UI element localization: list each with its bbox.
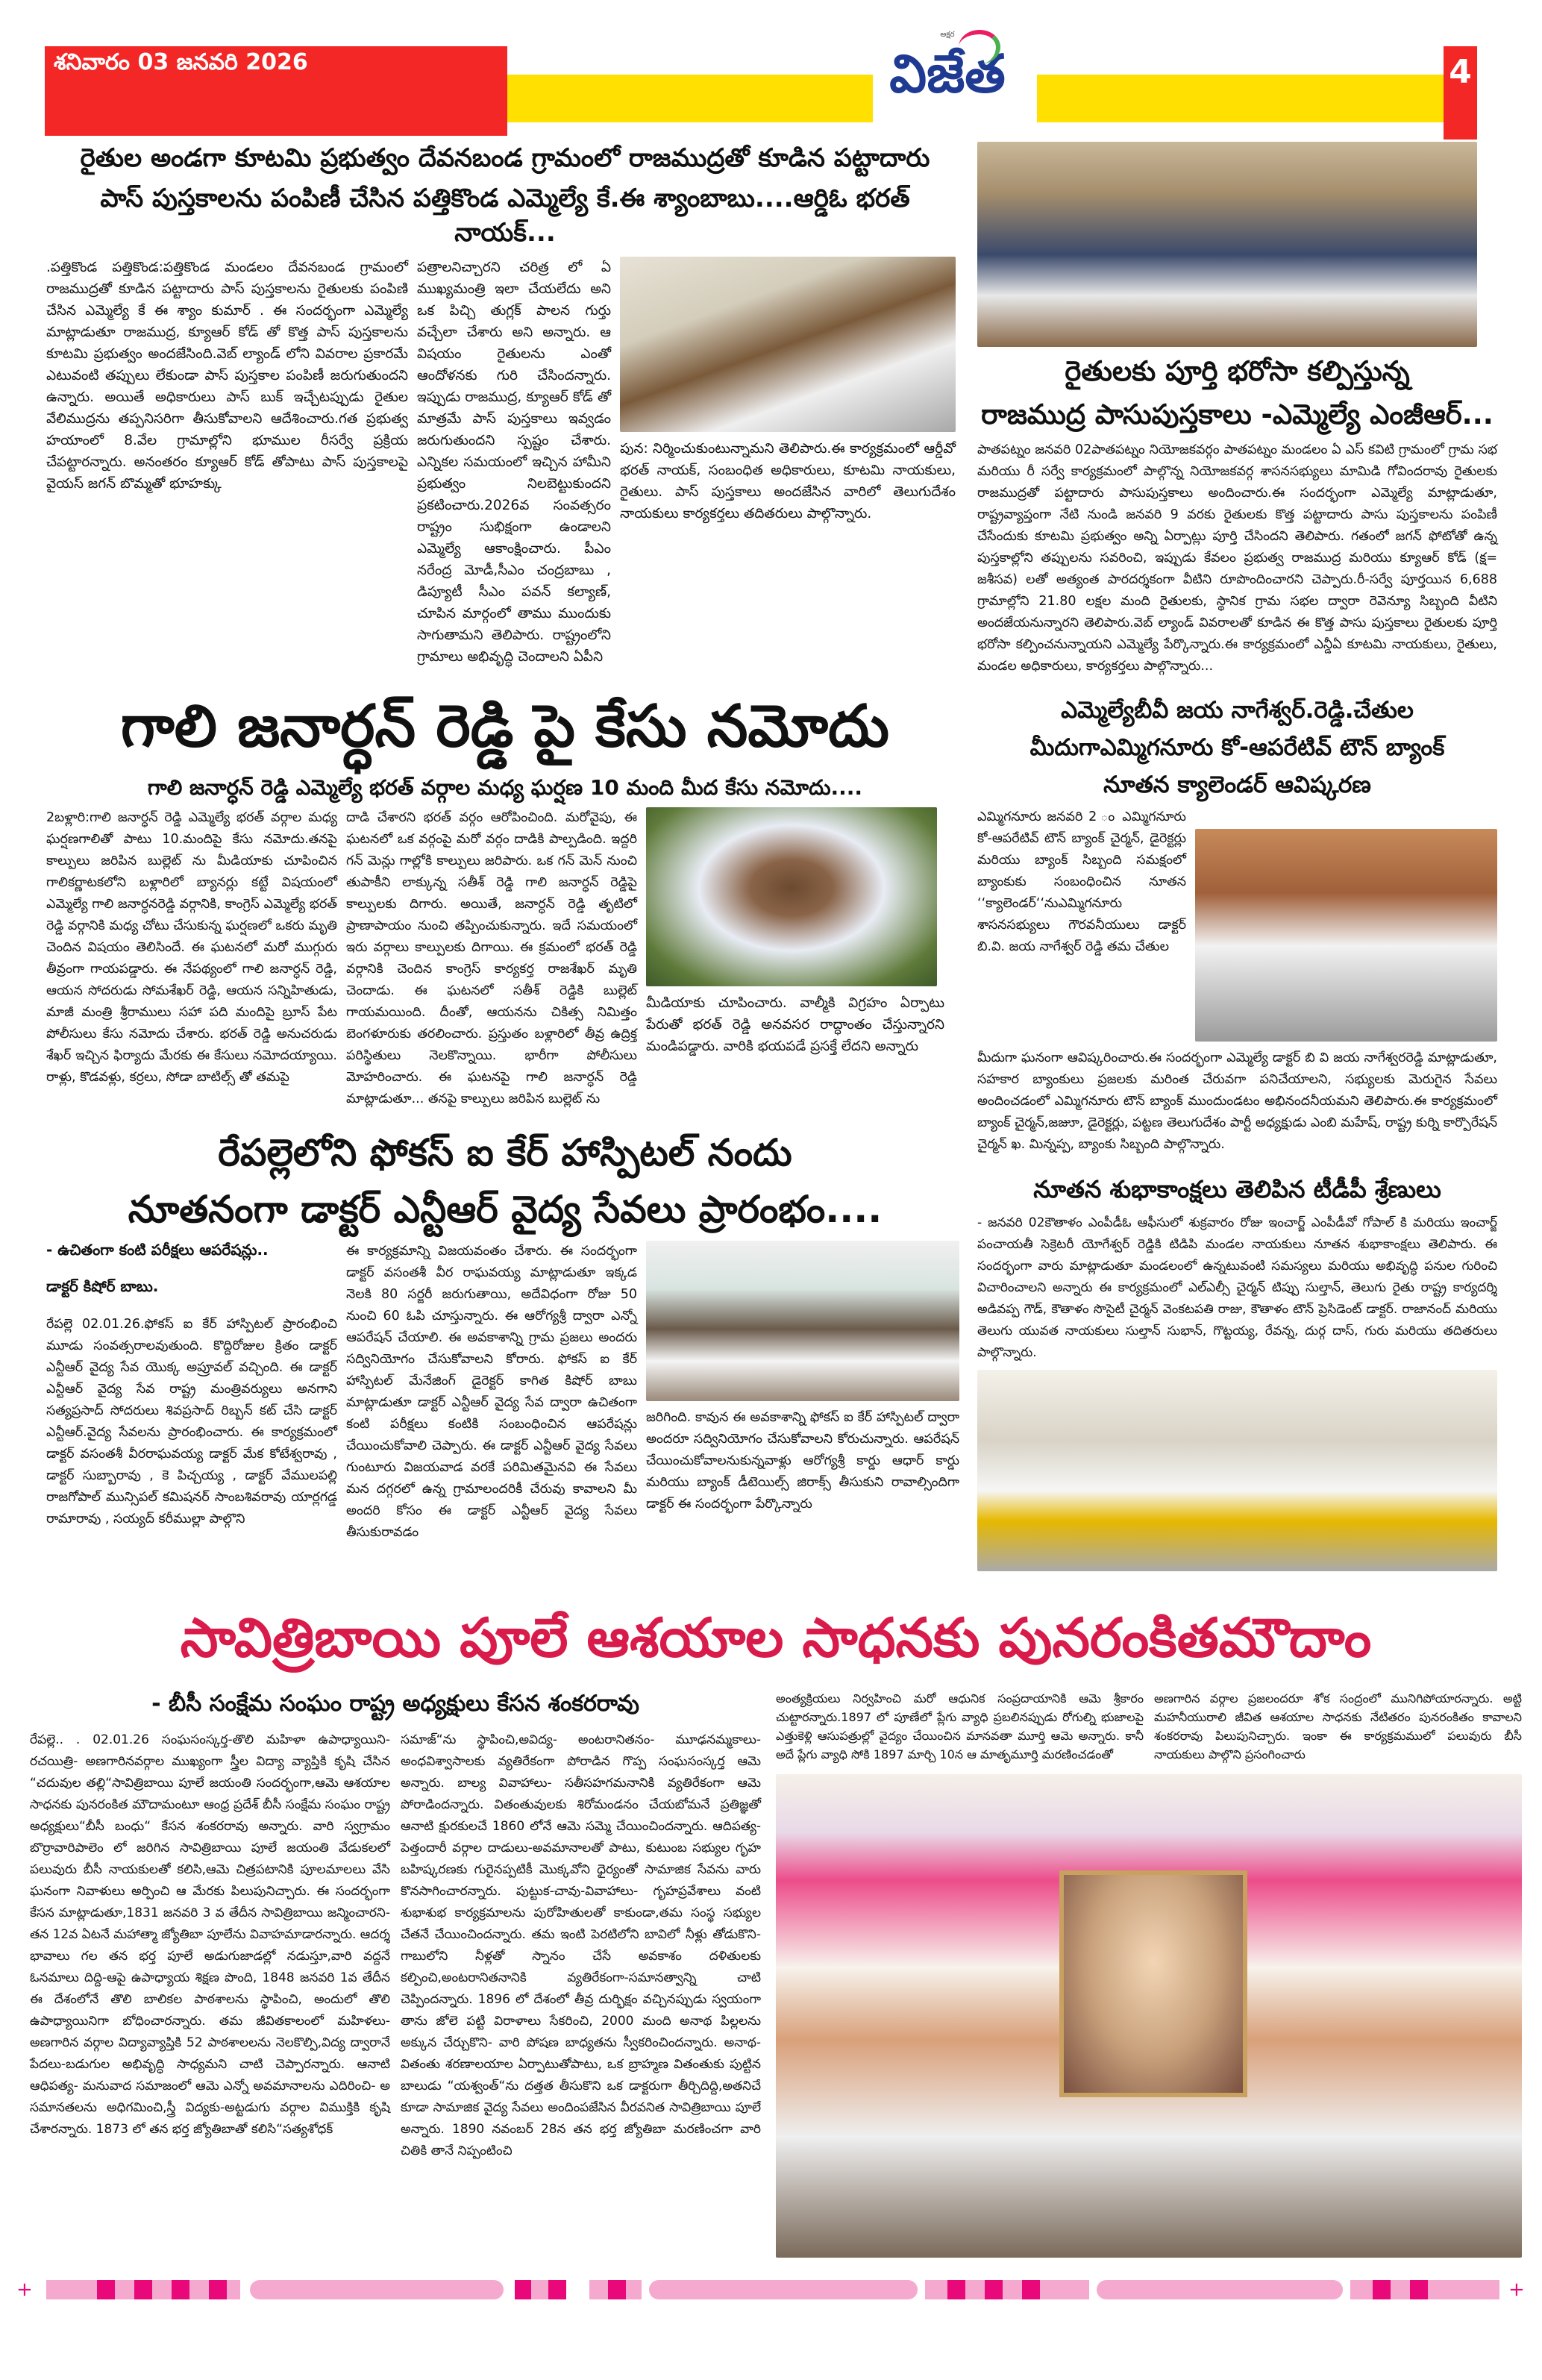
footer-bar-block	[1410, 2280, 1428, 2299]
story3-columns	[46, 1241, 964, 1544]
story7-columns	[30, 1689, 1522, 2258]
story3-sub2: డాక్టర్ కిషోర్ బాబు.	[46, 1277, 159, 1296]
page-number: 4	[1444, 46, 1477, 140]
story5-headline-line1: ఎమ్మెల్యేబీవీ జయ నాగేశ్వర్.రెడ్డి.చేతుల	[1061, 696, 1414, 724]
story7-left-columns	[30, 1729, 761, 2162]
masthead	[0, 0, 1542, 142]
story7-left	[30, 1689, 761, 2163]
story5-headline-line2: మీదుగాఎమ్మిగనూరు కో-ఆపరేటివ్ టౌన్ బ్యాంక్	[1029, 733, 1445, 761]
story1-columns	[46, 257, 964, 668]
header-band-left	[507, 75, 873, 122]
story1-headline-line2: పాస్ పుస్తకాలను పంపిణీ చేసిన పత్తికొండ ఎమ్మెల్యే కే.ఈ శ్యాంబాబు....ఆర్డిఓ భరత్ నాయక్...	[100, 183, 910, 248]
story5-columns	[977, 807, 1497, 1042]
story6-body: - జనవరి 02కౌతాళం ఎంపీడీఓ ఆఫీసులో శుక్రవారం రోజు ఇంచార్జ్ ఎంపీడీవో గోపాల్ కి మరియు ఇంచార్జ్ పంచాయతీ సెక్రెటరీ యోగేశ్వర్ రెడ్డికి టిడిపి మండల నాయకులు నూతన శుభాకాంక్షలు తెలిపారు. ఈ సందర్భంగా వారు మాట్లాడుతూ మండలంలో ఉన్నటువంటి సమస్యలు మరియు అభివృద్ధి పనుల గురించి విచారించాలని అన్నారు ఈ కార్యక్రమంలో ఎల్ఎల్సీ చైర్మన్ టిప్పు సుల్తాన్, తెలుగు రైతు రాష్ట్ర కార్యదర్శి అడివప్ప గౌడ్, కౌతాళం సొసైటీ చైర్మన్ వెంకటపతి రాజు, కౌతాళం టౌన్ ప్రెసిడెంట్ డాక్టర్. రాజానంద్ మరియు తెలుగు యువత నాయకులు సుల్తాన్ సుభాన్, గొట్టయ్య, రేవన్న, దుర్గ దాస్, గురు మరియు తదితరులు పాల్గొన్నారు.	[977, 1215, 1497, 1360]
registration-mark-icon: +	[1508, 2278, 1525, 2301]
story7-col4: అణగారిన వర్గాల ప్రజలందరూ శోక సంద్రంలో మునిగిపోయారన్నారు. అట్టి మహనీయురాలి జీవిత ఆశయాల సాధనకు నేటితరం పునరంకితం కావాలని శంకరరావు పిలుపునిచ్చారు. ఇంకా ఈ కార్యక్రమములో పలువురు బీసీ నాయకులు పాల్గొని ప్రసంగించారు	[1154, 1691, 1522, 1761]
story2-photo	[646, 807, 937, 986]
footer-bar-block	[172, 2280, 189, 2299]
story3-photo	[646, 1241, 959, 1401]
story2-headline: గాలి జనార్ధన్ రెడ్డి పై కేసు నమోదు	[120, 692, 890, 760]
footer-bar-block	[209, 2280, 227, 2299]
story4-photo	[977, 142, 1477, 347]
story2-subheadline: గాలి జనార్ధన్ రెడ్డి ఎమ్మెల్యే భరత్ వర్గాల మధ్య ఘర్షణ 10 మంది మీద కేసు నమోదు....	[147, 774, 863, 800]
footer-bar-block	[1373, 2280, 1391, 2299]
header-band-right	[1037, 75, 1444, 122]
footer-bar-pill	[1097, 2280, 1343, 2299]
story4-headline-line1: రైతులకు పూర్తి భరోసా కల్పిస్తున్న	[1065, 355, 1410, 387]
story2	[46, 686, 964, 1111]
top-section	[46, 142, 1497, 1582]
story7-photo	[776, 1774, 1522, 2258]
footer-bar-pill	[250, 2280, 504, 2299]
story1	[46, 142, 964, 668]
logo-text: విజేత	[889, 43, 1006, 104]
story3-col3-wrap	[646, 1241, 959, 1515]
story3-sub1: - ఉచితంగా కంటి పరీక్షలు ఆపరేషన్లు..	[46, 1241, 269, 1259]
footer-bar-pill	[649, 2280, 918, 2299]
footer-bar-block	[134, 2280, 152, 2299]
story5-photo	[1195, 829, 1497, 1042]
footer-bar-block	[515, 2280, 531, 2299]
story2-col3: మీడియాకు చూపించారు. వాల్మీకి విగ్రహం ఏర్పాటు పేరుతో భరత్ రెడ్డి అనవసర రాద్ధాంతం చేస్తున్నారని మండిపడ్డారు. వారికి భయపడే ప్రసక్తే లేదని అన్నారు	[646, 995, 944, 1055]
story7-headline: సావిత్రిబాయి పూలే ఆశయాల సాధనకు పునరంకితమౌదాం	[180, 1606, 1372, 1669]
story2-col2: దాడి చేశారని భరత్ వర్గం ఆరోపించింది. మరోవైపు, ఈ ఘటనలో ఒక వర్గంపై మరో వర్గం దాడికి పాల్పడింది. ఇద్దరి గన్ మెన్లు గాల్లోకి కాల్పులు జరిపారు. ఒక గన్ మెన్ నుంచి తుపాకీని లాక్కున్న సతీశ్ రెడ్డి గాలి జనార్ధన్ రెడ్డిపై కాల్పులకు దిగారు. అయితే, జనార్ధన్ రెడ్డి తృటిలో ప్రాణాపాయం నుంచి తప్పించుకున్నారు. ఇదే సమయంలో ఇరు వర్గాలు కాల్పులకు దిగాయి. ఈ క్రమంలో భరత్ రెడ్డి వర్గానికి చెందిన కాంగ్రెస్ కార్యకర్త రాజశేఖర్ మృతి చెందాడు. ఈ ఘటనలో సతీశ్ రెడ్డికి బుల్లెట్ గాయమయింది. దీంతో, ఆయనను చికిత్స నిమిత్తం బెంగళూరుకు తరలించారు. ప్రస్తుతం బళ్లారిలో తీవ్ర ఉద్రిక్త పరిస్థితులు నెలకొన్నాయి. భారీగా పోలీసులు మోహరించారు. ఈ ఘటనపై గాలి జనార్ధన్ రెడ్డి మాట్లాడుతూ... తనపై కాల్పులు జరిపిన బుల్లెట్ ను	[346, 810, 637, 1107]
story2-columns	[46, 807, 964, 1110]
footer-bar-block	[608, 2280, 626, 2299]
story3-col1-wrap	[46, 1241, 337, 1530]
registration-mark-icon: +	[16, 2278, 33, 2301]
story2-col3-wrap	[646, 807, 944, 1057]
story1-headline-line1: రైతుల అండగా కూటమి ప్రభుత్వం దేవనబండ గ్రామంలో రాజముద్రతో కూడిన పట్టాదారు	[80, 143, 930, 173]
story7-col2: సమాజ్“ను స్థాపించి,అవిద్య- అంటరానితనం- మూఢనమ్మకాలు- అంధవిశ్వాసాలకు వ్యతిరేకంగా పోరాడిన గొప్ప సంఘసంస్కర్త ఆమె అన్నారు. బాల్య వివాహాలు- సతీసహగమనానికి వ్యతిరేకంగా ఆమె పోరాడిందన్నారు. వితంతువులకు శిరోమండనం చేయబోమనే ప్రతిజ్ఞతో ఆనాటి క్షురకులచే 1860 లోనే ఆమె సమ్మె చేయించిందన్నారు. ఆదిపత్య- పెత్తందారీ వర్గాల దాడులు-అవమానాలతో పాటు, కుటుంబ సభ్యుల గృహ బహిష్కరణకు గురైనప్పటికీ మొక్కవోని ధైర్యంతో సామాజిక సేవను వారు కొనసాగించారన్నారు. పుట్టుక-చావు-వివాహాలు- గృహప్రవేశాలు వంటి శుభాశుభ కార్యక్రమాలను పురోహితులతో కాకుండా,తమ సంస్థ సభ్యుల చేతనే చేయించిందన్నారు. తమ ఇంటి పెరటిలోని బావిలో నీళ్లు తోడుకొని-గాబులోని నీళ్లతో స్నానం చేసే అవకాశం దళితులకు కల్పించి,అంటరానితనానికి వ్యతిరేకంగా-సమానత్వాన్ని చాటి చెప్పిందన్నారు. 1896 లో దేశంలో తీవ్ర దుర్భిక్షం వచ్చినప్పుడు స్వయంగా తాను జోలె పట్టి విరాళాలు సేకరించి, 2000 మంది అనాథ పిల్లలను అక్కున చేర్చుకొని- వారి పోషణ బాధ్యతను స్వీకరించిందన్నారు. అనాథ- వితంతు శరణాలయాల ఏర్పాటుతోపాటు, ఒక బ్రాహ్మణ వితంతుకు పుట్టిన బాలుడు “యశ్వంత్“ను దత్తత తీసుకొని ఒక డాక్టరుగా తీర్చిదిద్ది,అతనిచే కూడా సామాజిక వైద్య సేవలు అందింపజేసిన వీరవనిత సావిత్రిబాయి పూలే అన్నారు. 1890 నవంబర్ 28న తన భర్త జ్యోతిబా మరణించగా వారి చితికి తానే నిప్పంటించి	[401, 1732, 761, 2159]
story5	[977, 695, 1497, 1156]
masthead-logo	[869, 30, 1026, 134]
story7-right-columns	[776, 1689, 1522, 1764]
story4	[977, 142, 1497, 677]
footer-bar	[0, 2273, 1542, 2310]
footer-bar-block	[548, 2280, 566, 2299]
portrait-image	[1059, 1870, 1247, 2097]
story1-col2: పత్రాలనిచ్చారని చరిత్ర లో ఏ ముఖ్యమంత్రి ఇలా చేయలేదు అని ఒక పిచ్చి తుగ్లక్ పాలన గుర్తు వచ్చేలా చేశారు అని అన్నారు. ఆ విషయం రైతులను ఎంతో ఆందోళనకు గురి చేసిందన్నారు. ఇప్పుడు రాజముద్ర, క్యూఆర్ కోడ్ తో మాత్రమే పాస్ పుస్తకాలు ఇవ్వడం జరుగుతుందని స్పష్టం చేశారు. ఎన్నికల సమయంలో ఇచ్చిన హామీని ప్రభుత్వం నిలబెట్టుకుందని ప్రకటించారు.2026వ సంవత్సరం రాష్ట్రం సుభిక్షంగా ఉండాలని ఎమ్మెల్యే ఆకాంక్షించారు. పీఎం నరేంద్ర మోడీ,సీఎం చంద్రబాబు , డిప్యూటీ సీఎం పవన్ కల్యాణ్, చూపిన మార్గంలో తాము ముందుకు సాగుతామని తెలిపారు. రాష్ట్రంలోని గ్రామాలు అభివృద్ధి చెందాలని ఏపీని	[417, 259, 611, 665]
story3	[46, 1128, 964, 1544]
left-column	[46, 142, 964, 1554]
story6	[977, 1174, 1497, 1571]
story5-body-full: మీదుగా ఘనంగా ఆవిష్కరించారు.ఈ సందర్భంగా ఎమ్మెల్యే డాక్టర్ బి వి జయ నాగేశ్వరరెడ్డి మాట్లాడుతూ, సహకార బ్యాంకులు ప్రజలకు మరింత చేరువగా పనిచేయాలని, సభ్యులకు మెరుగైన సేవలు అందించడంలో ఎమ్మిగనూరు టౌన్ బ్యాంక్ ముందుండటం అభినందనీయమని తెలిపారు.ఈ కార్యక్రమంలో బ్యాంక్ చైర్మన్,జజుూ, డైరెక్టర్లు, పట్టణ తెలుగుదేశం పార్టీ అధ్యక్షుడు ఎంబి మహేష్, రాష్ట్ర కుర్ని కార్పొరేషన్ చైర్మన్ ఖ. మిన్నప్ప, బ్యాంకు సిబ్బంది పాల్గొన్నారు.	[977, 1050, 1497, 1153]
right-column	[977, 142, 1497, 1582]
story6-headline: నూతన శుభాకాంక్షలు తెలిపిన టీడీపీ శ్రేణులు	[1033, 1175, 1441, 1204]
logo-prefix: అక్షర	[940, 31, 955, 39]
story6-photo	[977, 1370, 1497, 1571]
story4-headline-line2: రాజముద్ర పాసుపుస్తకాలు -ఎమ్మెల్యే ఎంజీఆర్...	[981, 398, 1494, 430]
story1-photo	[620, 257, 956, 432]
logo-arc-icon	[959, 30, 1000, 64]
story3-headline-line1: రేపల్లెలోని ఫోకస్ ఐ కేర్ హాస్పిటల్ నందు	[218, 1131, 792, 1175]
story7-right	[776, 1689, 1522, 2258]
story2-col1: 2బళ్లారి:గాలి జనార్ధన్ రెడ్డి ఎమ్మెల్యే భరత్ వర్గాల మధ్య ఘర్షణగాలితో పాటు 10.మందిపై కేసు నమోదు.తనపై కాల్పులు జరిపిన బుల్లెట్ ను మీడియాకు చూపించిన గాలికర్ణాటకలోని బళ్లారిలో బ్యానర్లు కట్టే విషయంలో ఎమ్మెల్యే గాలి జనార్ధనరెడ్డి వర్గానికి, కాంగ్రెస్ ఎమ్మెల్యే భరత్ రెడ్డి వర్గానికి మధ్య చోటు చేసుకున్న ఘర్షణలో ఒకరు మృతి చెందిన విషయం తెలిసిందే. ఈ ఘటనలో మరో ముగ్గురు తీవ్రంగా గాయపడ్డారు. ఈ నేపథ్యంలో గాలి జనార్ధన్ రెడ్డి, ఆయన సోదరుడు సోమశేఖర్ రెడ్డి, ఆయన సన్నిహితుడు, మాజీ మంత్రి శ్రీరాములు సహా పది మందిపై బ్రూస్ పేట పోలీసులు కేసు నమోదు చేశారు. భరత్ రెడ్డి అనుచరుడు శేఖర్ ఇచ్చిన ఫిర్యాదు మేరకు ఈ కేసులు నమోదయ్యాయి. రాళ్లు, కొడవళ్లు, కర్రలు, సోడా బాటిల్స్ తో తమపై	[46, 810, 337, 1086]
story4-body: పాతపట్నం జనవరి 02పాతపట్నం నియోజకవర్గం పాతపట్నం మండలం ఏ ఎస్ కవిటి గ్రామంలో గ్రామ సభ మరియు రీ సర్వే కార్యక్రమంలో పాల్గొన్న నియోజకవర్గ శాసనసభ్యులు మామిడి గోవిందరావు రైతులకు రాజముద్రతో పట్టాదారు పాసుపుస్తకాలు అందించారు.ఈ సందర్భంగా ఎమ్మెల్యే మాట్లాడుతూ, రాష్ట్రవ్యాప్తంగా నేటి నుండి జనవరి 9 వరకు రైతులకు కొత్త పట్టాదారు పాసు పుస్తకాలను పంపిణీ చేసేందుకు కూటమి ప్రభుత్వం అన్ని ఏర్పాట్లు పూర్తి చేసిందని తెలిపారు. గతంలో జగన్ ఫోటోతో ఉన్న పుస్తకాల్లోని తప్పులను సవరించి, ఇప్పుడు కేవలం ప్రభుత్వ రాజముద్ర మరియు క్యూఆర్ కోడ్ (క్ష= జశీసవ) లతో అత్యంత పారదర్శకంగా వీటిని రూపొందించారని చెప్పారు.రీ-సర్వే పూర్తయిన 6,688 గ్రామాల్లోని 21.80 లక్షల మంది రైతులకు, స్థానిక గ్రామ సభల ద్వారా రెవెన్యూ సిబ్బంది వీటిని అందజేయనున్నారని తెలిపారు.వెబ్ ల్యాండ్ వివరాలతో కూడిన ఈ కొత్త పాసు పుస్తకాలు రైతులకు పూర్తి భరోసా కల్పించనున్నాయని ఎమ్మెల్యే పేర్కొన్నారు.ఈ కార్యక్రమంలో ఎన్డీఏ కూటమి నాయకులు, రైతులు, మండల అధికారులు, కార్యకర్తలు పాల్గొన్నారు...	[977, 442, 1497, 674]
story7-col3: అంత్యక్రియలు నిర్వహించి మరో ఆధునిక సంప్రదాయానికి ఆమె శ్రీకారం చుట్టారన్నారు.1897 లో పూణేలో ప్లేగు వ్యాధి ప్రబలినప్పుడు రోగుల్ని భుజాలపై ఎత్తుకెళ్లి ఆసుపత్రుల్లో వైద్యం చేయించిన మానవతా మూర్తి ఆమె అన్నారు. కానీ అదే ప్లేగు వ్యాధి సోకి 1897 మార్చి 10న ఆ మాతృమూర్తి మరణించడంతో	[776, 1691, 1144, 1761]
story3-col1: రేపల్లె 02.01.26.ఫోకస్ ఐ కేర్ హాస్పిటల్ ప్రారంభించి మూడు సంవత్సరాలవుతుంది. కొద్దిరోజుల క్రితం డాక్టర్ ఎన్టీఆర్ వైద్య సేవ యొక్క అప్రూవల్ వచ్చింది. ఈ డాక్టర్ ఎన్టీఆర్ వైద్య సేవ రాష్ట్ర మంత్రివర్యులు అనగాని సత్యప్రసాద్ సోదరులు శివప్రసాద్ రిబ్బన్ కట్ చేసి డాక్టర్ ఎన్టీఆర్.వైద్య సేవలను ప్రారంభించారు. ఈ కార్యక్రమంలో డాక్టర్ వసంతశీ వీరరాఘవయ్య డాక్టర్ మేక కోటేశ్వరావు , డాక్టర్ సుబ్బారావు , కె పిచ్చయ్య , డాక్టర్ వేములపల్లి రాజగోపాల్ మున్సిపల్ కమిషనర్ సాంబశివరావు యార్లగడ్డ రామారావు , సయ్యద్ కరీముల్లా పాల్గొని	[46, 1317, 337, 1527]
footer-bar-block	[985, 2280, 1003, 2299]
story3-col2: ఈ కార్యక్రమాన్ని విజయవంతం చేశారు. ఈ సందర్భంగా డాక్టర్ వసంతశీ వీర రాఘవయ్య మాట్లాడుతూ ఇక్కడ నెలకి 80 సర్జరీ జరుగుతాయి, అదేవిధంగా రోజు 50 నుంచి 60 ఓపి చూస్తున్నారు. ఈ ఆరోగ్యశ్రీ ద్వారా ఎన్నో ఆపరేషన్ చేయాలి. ఈ అవకాశాన్ని గ్రామ ప్రజలు అందరు సద్వినియోగం చేసుకోవాలని కోరారు. ఫోకస్ ఐ కేర్ హాస్పిటల్ మేనేజింగ్ డైరెక్టర్ కాగిత కిషోర్ బాబు మాట్లాడుతూ డాక్టర్ ఎన్టీఆర్ వైద్య సేవ ద్వారా ఉచితంగా కంటి పరీక్షలు కంటికి సంబంధించిన ఆపరేషన్లు చేయించుకోవాలి చెప్పారు. ఈ డాక్టర్ ఎన్టీఆర్ వైద్య సేవలు గుంటూరు విజయవాడ వరకే పరిమితమైనవి ఈ సేవలు మన దగ్గరలో ఉన్న గ్రామాలందరికీ చేరువు కావాలని మీ అందరి కోసం ఈ డాక్టర్ ఎన్టీఆర్ వైద్య సేవలు తీసుకురావడం	[346, 1244, 637, 1541]
footer-bar-block	[947, 2280, 965, 2299]
footer-bar-block	[97, 2280, 115, 2299]
story7-col1: రేపల్లె.. . 02.01.26 సంఘసంస్కర్త-తొలి మహిళా ఉపాధ్యాయిని-రచయిత్రి- అణగారినవర్గాల ముఖ్యంగా స్త్రీల విద్యా వ్యాప్తికి కృషి చేసిన “చదువుల తల్లి“సావిత్రిబాయి పూలే జయంతి సందర్భంగా,ఆమె ఆశయాల సాధనకు పునరంకిత మౌదామంటూ ఆంధ్ర ప్రదేశ్ బీసీ సంక్షేమ సంఘం రాష్ట్ర అధ్యక్షులు“బీసీ బంధు“ కేసన శంకరరావు అన్నారు. వారి స్వగ్రామం బొర్రావారిపాలెం లో జరిగిన సావిత్రిబాయి పూలే జయంతి వేడుకలలో పలువురు బీసీ నాయకులతో కలిసి,ఆమె చిత్రపటానికి పూలమాలలు వేసి ఘనంగా నివాళులు అర్పించి ఆ మేరకు పిలుపునిచ్చారు. ఈ సందర్భంగా కేసన మాట్లాడుతూ,1831 జనవరి 3 వ తేదీన సావిత్రిబాయి జన్మించారని- తన 12వ ఏటనే మహాత్మా జ్యోతిబా పూలేను వివాహమాడారన్నారు. ఆదర్శ భావాలు గల తన భర్త పూలే అడుగుజాడల్లో నడుస్తూ,వారి వద్దనే ఓనమాలు దిద్ది-ఆపై ఉపాధ్యాయ శిక్షణ పొంది, 1848 జనవరి 1వ తేదీన ఈ దేశంలోనే తొలి బాలికల పాఠశాలను స్థాపించి, అందులో తొలి ఉపాధ్యాయినిగా బోధించారన్నారు. తమ జీవితకాలంలో మహిళలు- అణగారిన వర్గాల విద్యావ్యాప్తికి 52 పాఠశాలలను నెలకొల్పి,విద్య ద్వారానే పేదలు-బడుగుల అభివృద్ధి సాధ్యమని చాటి చెప్పారన్నారు. ఆనాటి ఆధిపత్య- మనువాద సమాజంలో ఆమె ఎన్నో అవమానాలను ఎదిరించి- అ సమానతలను అధిగమించి,స్త్రీ విద్యకు-అట్టడుగు వర్గాల విముక్తికి కృషి చేశారన్నారు. 1873 లో తన భర్త జ్యోతిబాతో కలిసి“సత్యశోధక్	[30, 1732, 390, 2138]
issue-date: శనివారం 03 జనవరి 2026	[54, 49, 308, 75]
story5-body-side: ఎమ్మిగనూరు జనవరి 2 ం ఎమ్మిగనూరు కో-ఆపరేటివ్ టౌన్ బ్యాంక్ చైర్మన్, డైరెక్టర్లు మరియు బ్యాంక్ సిబ్బంది సమక్షంలో బ్యాంకుకు సంబంధించిన నూతన ‘‘క్యాలెండర్‘‘నుఎమ్మిగనూరు శాసనసభ్యులు గౌరవనీయులు డాక్టర్ బి.వి. జయ నాగేశ్వర్ రెడ్డి తమ చేతుల	[977, 809, 1186, 955]
footer-bar-block	[1022, 2280, 1040, 2299]
story1-col3: పున: నిర్మించుకుంటున్నామని తెలిపారు.ఈ కార్యక్రమంలో ఆర్డీవో భరత్ నాయక్, సంబంధిత అధికారులు, కూటమి నాయకులు, రైతులు. పాస్ పుస్తకాలు అందజేసిన వారిలో తెలుగుదేశం నాయకులు కార్యకర్తలు తదితరులు పాల్గొన్నారు.	[620, 440, 956, 522]
story5-headline-line3: నూతన క్యాలెండర్ ఆవిష్కరణ	[1103, 771, 1371, 798]
story7-subheadline: - బీసీ సంక్షేమ సంఘం రాష్ట్ర అధ్యక్షులు కేసన శంకరరావు	[151, 1690, 639, 1717]
story3-headline-line2: నూతనంగా డాక్టర్ ఎన్టీఆర్ వైద్య సేవలు ప్రారంభం....	[128, 1187, 883, 1231]
story1-col3-wrap	[620, 257, 956, 524]
story3-col3: జరిగింది. కావున ఈ అవకాశాన్ని ఫోకస్ ఐ కేర్ హాస్పిటల్ ద్వారా అందరూ సద్వినియోగం చేసుకోవాలని కోరుచున్నారు. ఆపరేషన్ చేయించుకోవాలనుకున్నవాళ్లు ఆరోగ్యశ్రీ కార్డు ఆధార్ కార్డు మరియు బ్యాంక్ డీటెయిల్స్ జిరాక్స్ తీసుకుని రావాల్సిందిగా డాక్టర్ ఈ సందర్భంగా పేర్కొన్నారు	[646, 1410, 959, 1512]
story1-col1: .పత్తికొండ పత్తికొండ:పత్తికొండ మండలం దేవనబండ గ్రామంలో రాజముద్రతో కూడిన పట్టాదారు పాస్ పుస్తకాలను రైతులకు పంపిణి చేసిన ఎమ్మెల్యే కే ఈ శ్యాం కుమార్ . ఈ సందర్భంగా ఎమ్మెల్యే మాట్లాడుతూ రాజముద్ర, క్యూఆర్ కోడ్ తో కొత్త పాస్ పుస్తకాలను కూటమి ప్రభుత్వం అందజేసింది.వెబ్ ల్యాండ్ లోని వివరాల ప్రకారమే ఎటువంటి తప్పులు లేకుండా పాస్ పుస్తకాల పంపిణీ జరుగుతుందని ఉన్నారు. అయితే అధికారులు పాస్ బుక్ ఇచ్చేటప్పుడు రైతుల వేలిముద్రను తప్పనిసరిగా తీసుకోవాలని ఆదేశించారు.గత ప్రభుత్వ హయాంలో 8.వేల గ్రామాల్లోని భూముల రీసర్వే ప్రక్రియ చేపట్టారన్నారు. అనంతరం క్యూఆర్ కోడ్ తోపాటు పాస్ పుస్తకాలపై వైయస్ జగన్ బొమ్మతో భూహక్కు	[46, 259, 408, 492]
story7	[30, 1597, 1522, 2258]
